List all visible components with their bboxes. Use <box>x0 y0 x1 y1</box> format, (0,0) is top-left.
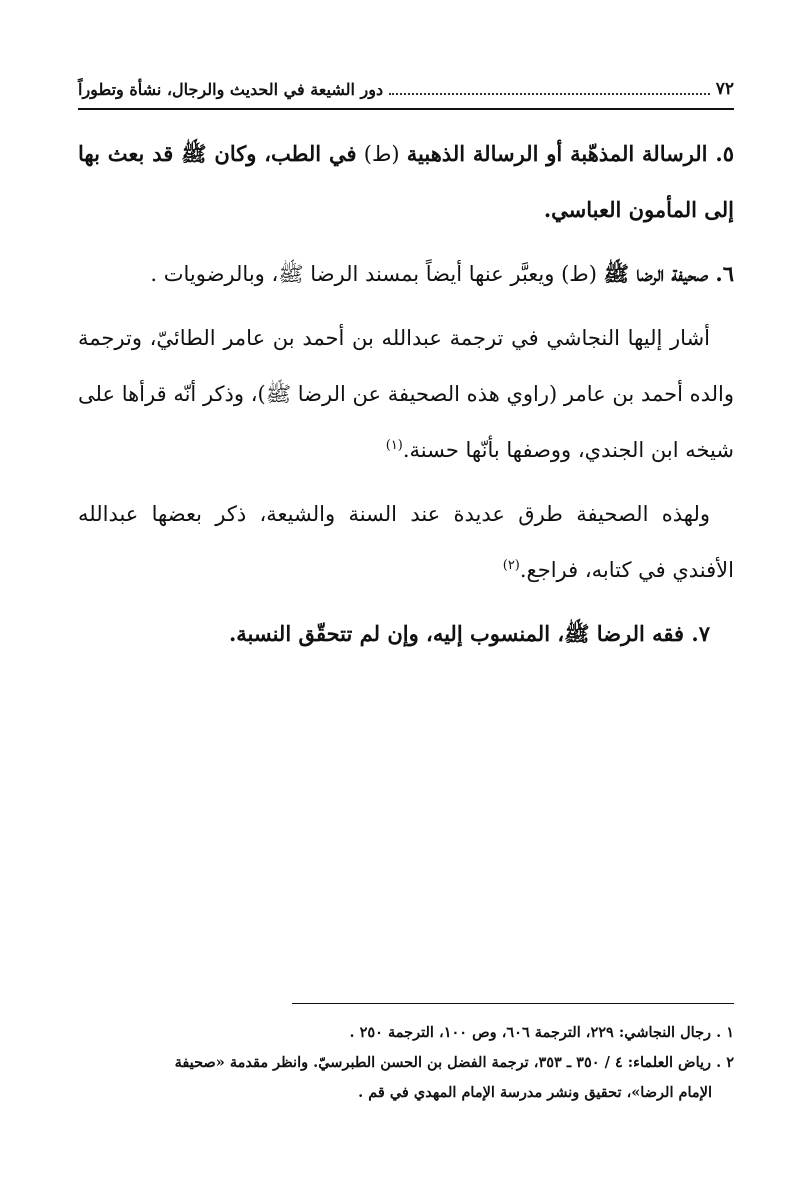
main-text <box>78 126 734 670</box>
item5-marker: (ط) <box>363 142 400 166</box>
footnote-1: ١ . رجال النجاشي: ٢٢٩، الترجمة ٦٠٦، وص ١٠٠، الترجمة ٢٥٠ . <box>349 1024 734 1041</box>
footnote-2-line-1: ٢ . رياض العلماء: ٤ / ٣٥٠ ـ ٣٥٣، ترجمة الفضل بن الحسن الطبرسيّ. وانظر مقدمة «صحيفة <box>174 1054 734 1071</box>
item5-title: ٥. الرسالة المذهّبة أو الرسالة الذهبية <box>406 141 734 166</box>
item6-text: (ط) ويعبَّر عنها أيضاً بمسند الرضا ﷺ، وبالرضويات . <box>150 262 597 286</box>
header-rule <box>78 108 734 110</box>
running-title: دور الشيعة في الحديث والرجال، نشأة وتطوراً <box>78 79 384 99</box>
header-leader-dots <box>389 93 710 95</box>
running-header <box>78 74 734 104</box>
page-number: ٧٢ <box>715 79 734 99</box>
item7-text: ٧. فقه الرضا ﷺ، المنسوب إليه، وإن لم تتحقّق النسبة. <box>228 621 710 646</box>
item6-title: ٦. صحيفة الرضا ﷺ <box>603 261 734 286</box>
list-item-5 <box>78 126 734 238</box>
footnote-separator <box>292 1003 734 1004</box>
paragraph-1-text: أشار إليها النجاشي في ترجمة عبدالله بن أحمد بن عامر الطائيّ، وترجمة والده أحمد بن عامر (راوي هذه الصحيفة عن الرضا ﷺ)، وذكر أنّه قرأها على شيخه ابن الجندي، ووصفها بأنّها حسنة. <box>78 326 734 462</box>
list-item-7 <box>78 606 734 662</box>
item5-text: في الطب، وكان ﷺ قد بعث بها إلى المأمون العباسي. <box>78 141 734 222</box>
footnotes <box>78 1018 734 1108</box>
paragraph-2 <box>78 486 734 598</box>
footnote-ref-1[interactable]: (١) <box>385 438 403 453</box>
paragraph-1 <box>78 310 734 478</box>
footnote-2-line-2: الإمام الرضا»، تحقيق ونشر مدرسة الإمام المهدي في قم . <box>358 1084 712 1101</box>
list-item-6 <box>78 246 734 302</box>
paragraph-2-text: ولهذه الصحيفة طرق عديدة عند السنة والشيعة، ذكر بعضها عبدالله الأفندي في كتابه، فراجع. <box>78 502 734 582</box>
footnote-ref-2[interactable]: (٢) <box>502 558 520 573</box>
